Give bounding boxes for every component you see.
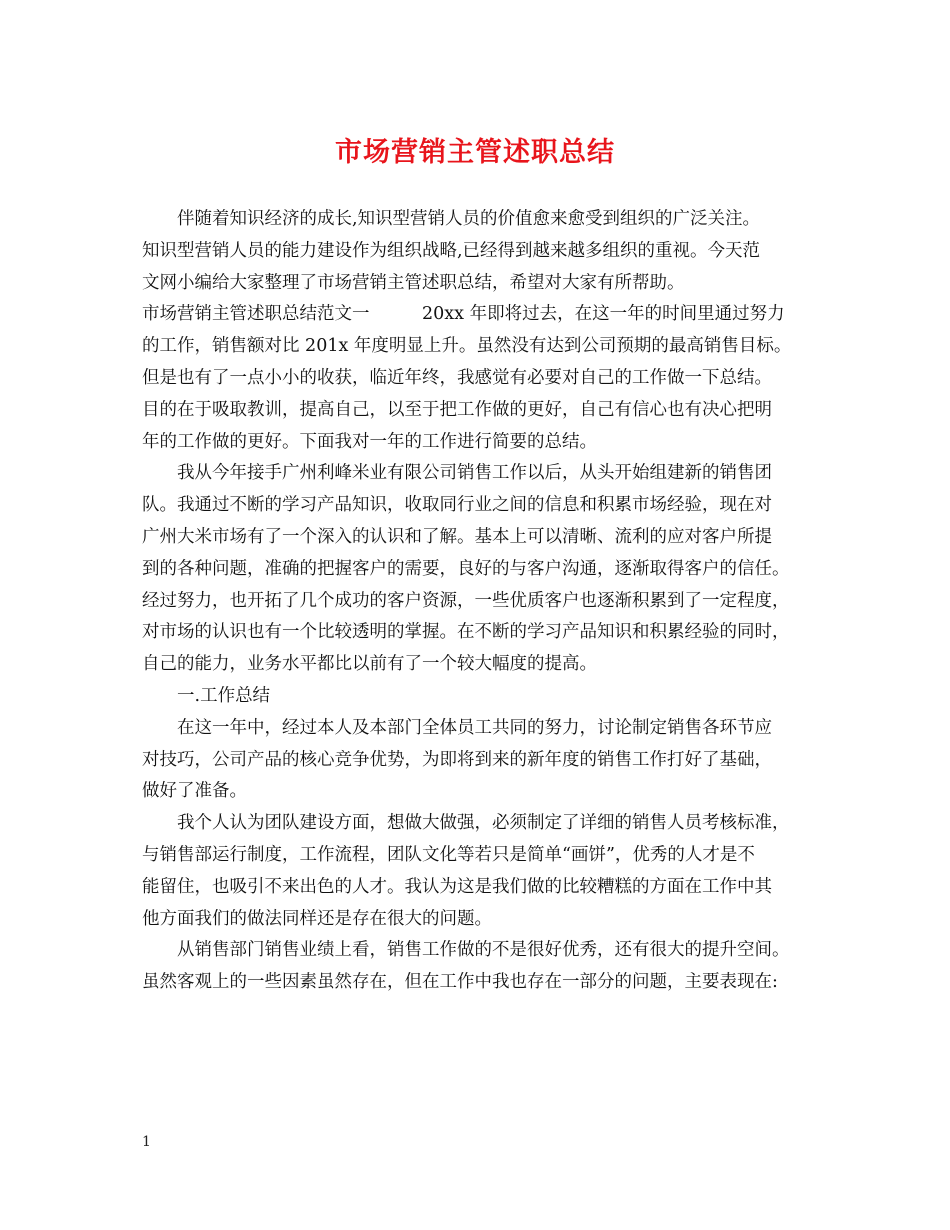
text-line: 我个人认为团队建设方面，想做大做强，必须制定了详细的销售人员考核标准， [177, 813, 790, 834]
text-line: 市场营销主管述职总结范文一 20xx 年即将过去，在这一年的时间里通过努力 [142, 304, 785, 325]
text-line: 对技巧，公司产品的核心竞争优势，为即将到来的新年度的销售工作打好了基础， [142, 749, 772, 770]
document-body [142, 204, 832, 999]
text-line: 虽然客观上的一些因素虽然存在，但在工作中我也存在一部分的问题，主要表现在: [142, 972, 778, 993]
text-line: 自己的能力，业务水平都比以前有了一个较大幅度的提高。 [142, 654, 597, 675]
text-line: 广州大米市场有了一个深入的认识和了解。基本上可以清晰、流利的应对客户所提 [142, 526, 772, 547]
text-line: 他方面我们的做法同样还是存在很大的问题。 [142, 908, 492, 929]
text-line: 一.工作总结 [177, 685, 271, 706]
page-number: 1 [142, 1134, 151, 1150]
text-line: 但是也有了一点小小的收获，临近年终，我感觉有必要对自己的工作做一下总结。 [142, 367, 772, 388]
text-line: 文网小编给大家整理了市场营销主管述职总结，希望对大家有所帮助。 [142, 272, 685, 293]
text-line: 的工作，销售额对比 201x 年度明显上升。虽然没有达到公司预期的最高销售目标。 [142, 336, 792, 357]
text-line: 经过努力，也开拓了几个成功的客户资源，一些优质客户也逐渐积累到了一定程度， [142, 590, 790, 611]
text-line: 我从今年接手广州利峰米业有限公司销售工作以后，从头开始组建新的销售团 [177, 463, 772, 484]
document-title: 市场营销主管述职总结 [335, 137, 615, 168]
text-line: 伴随着知识经济的成长,知识型营销人员的价值愈来愈受到组织的广泛关注。 [177, 209, 761, 229]
text-line: 与销售部运行制度，工作流程，团队文化等若只是简单“画饼”，优秀的人才是不 [142, 844, 755, 865]
text-line: 能留住，也吸引不来出色的人才。我认为这是我们做的比较糟糕的方面在工作中其 [142, 876, 772, 897]
text-line: 知识型营销人员的能力建设作为组织战略,已经得到越来越多组织的重视。今天范 [142, 240, 761, 261]
text-line: 目的在于吸取教训，提高自己，以至于把工作做的更好，自己有信心也有决心把明 [142, 399, 772, 420]
text-line: 年的工作做的更好。下面我对一年的工作进行简要的总结。 [142, 431, 597, 452]
text-line: 对市场的认识也有一个比较透明的掌握。在不断的学习产品知识和积累经验的同时， [142, 622, 790, 643]
text-line: 从销售部门销售业绩上看，销售工作做的不是很好优秀，还有很大的提升空间。 [177, 940, 790, 961]
text-line: 队。我通过不断的学习产品知识，收取同行业之间的信息和积累市场经验，现在对 [142, 495, 772, 516]
text-line: 做好了准备。 [142, 781, 247, 802]
text-line: 在这一年中，经过本人及本部门全体员工共同的努力，讨论制定销售各环节应 [177, 717, 772, 738]
text-line: 到的各种问题，准确的把握客户的需要，良好的与客户沟通，逐渐取得客户的信任。 [142, 558, 790, 579]
